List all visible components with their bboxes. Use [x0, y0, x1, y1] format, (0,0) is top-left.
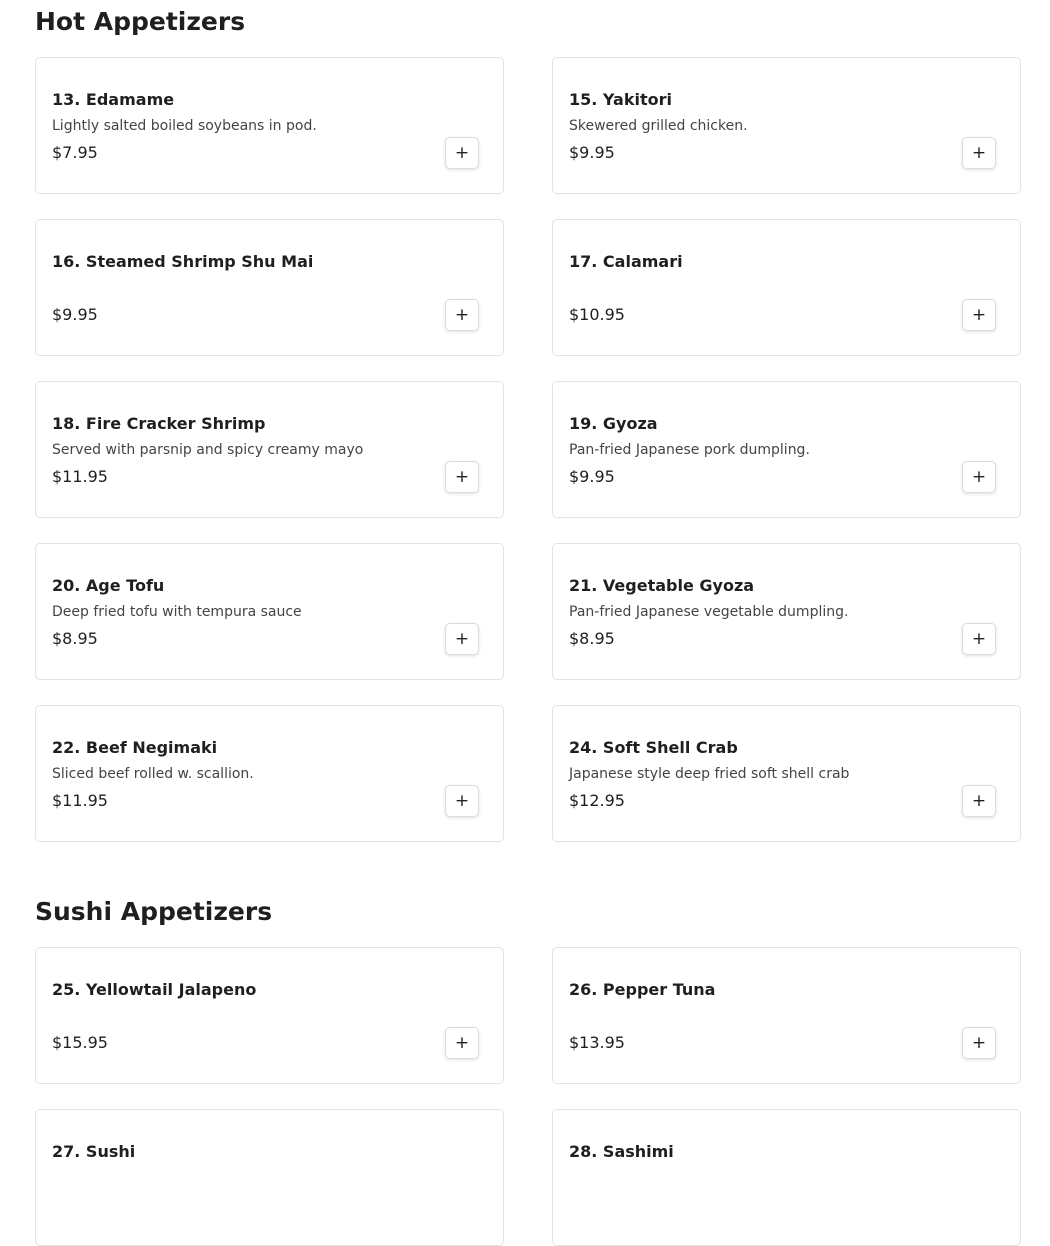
item-description: Deep fried tofu with tempura sauce: [52, 604, 302, 620]
plus-icon: +: [971, 628, 987, 649]
menu-item-card[interactable]: [35, 705, 504, 842]
menu-item-card[interactable]: [552, 947, 1021, 1084]
menu-item-card[interactable]: [552, 705, 1021, 842]
plus-icon: +: [454, 1032, 470, 1053]
item-name: 28. Sashimi: [569, 1142, 674, 1161]
item-price: $9.95: [569, 467, 615, 486]
item-price: $9.95: [52, 305, 98, 324]
menu-item-card[interactable]: [35, 219, 504, 356]
item-price: $9.95: [569, 143, 615, 162]
item-name: 15. Yakitori: [569, 90, 672, 109]
add-to-cart-button[interactable]: [445, 623, 479, 655]
item-name: 19. Gyoza: [569, 414, 658, 433]
item-price: $7.95: [52, 143, 98, 162]
add-to-cart-button[interactable]: [962, 137, 996, 169]
item-name: 18. Fire Cracker Shrimp: [52, 414, 266, 433]
plus-icon: +: [454, 304, 470, 325]
add-to-cart-button[interactable]: [962, 299, 996, 331]
item-name: 13. Edamame: [52, 90, 175, 109]
item-price: $13.95: [569, 1033, 625, 1052]
menu-item-card[interactable]: [35, 1109, 504, 1246]
item-name: 17. Calamari: [569, 252, 683, 271]
add-to-cart-button[interactable]: [445, 461, 479, 493]
add-to-cart-button[interactable]: [962, 623, 996, 655]
item-price: $8.95: [52, 629, 98, 648]
add-to-cart-button[interactable]: [962, 1027, 996, 1059]
plus-icon: +: [454, 790, 470, 811]
menu-item-card[interactable]: [552, 57, 1021, 194]
item-name: 22. Beef Negimaki: [52, 738, 218, 757]
item-name: 25. Yellowtail Jalapeno: [52, 980, 257, 999]
item-name: 26. Pepper Tuna: [569, 980, 716, 999]
menu-item-card[interactable]: [35, 57, 504, 194]
add-to-cart-button[interactable]: [962, 785, 996, 817]
item-description: Pan-fried Japanese pork dumpling.: [569, 442, 810, 458]
add-to-cart-button[interactable]: [445, 1027, 479, 1059]
plus-icon: +: [971, 142, 987, 163]
item-name: 16. Steamed Shrimp Shu Mai: [52, 252, 314, 271]
plus-icon: +: [454, 466, 470, 487]
menu-item-card[interactable]: [552, 381, 1021, 518]
plus-icon: +: [971, 466, 987, 487]
item-price: $12.95: [569, 791, 625, 810]
plus-icon: +: [454, 628, 470, 649]
item-description: Japanese style deep fried soft shell crab: [569, 766, 850, 782]
sushi-appetizers-grid: [35, 947, 1021, 1246]
item-description: Lightly salted boiled soybeans in pod.: [52, 118, 317, 134]
item-description: Served with parsnip and spicy creamy mayo: [52, 442, 364, 458]
item-price: $15.95: [52, 1033, 108, 1052]
add-to-cart-button[interactable]: [445, 785, 479, 817]
menu-item-card[interactable]: [552, 1109, 1021, 1246]
add-to-cart-button[interactable]: [962, 461, 996, 493]
section-title-sushi-appetizers: Sushi Appetizers: [35, 897, 273, 926]
plus-icon: +: [454, 142, 470, 163]
menu-item-card[interactable]: [552, 543, 1021, 680]
menu-item-card[interactable]: [35, 543, 504, 680]
item-price: $10.95: [569, 305, 625, 324]
hot-appetizers-grid: [35, 57, 1021, 842]
menu-item-card[interactable]: [552, 219, 1021, 356]
item-name: 21. Vegetable Gyoza: [569, 576, 755, 595]
add-to-cart-button[interactable]: [445, 299, 479, 331]
item-name: 24. Soft Shell Crab: [569, 738, 738, 757]
plus-icon: +: [971, 790, 987, 811]
item-description: Sliced beef rolled w. scallion.: [52, 766, 254, 782]
item-name: 27. Sushi: [52, 1142, 136, 1161]
plus-icon: +: [971, 1032, 987, 1053]
menu-item-card[interactable]: [35, 947, 504, 1084]
item-description: Skewered grilled chicken.: [569, 118, 748, 134]
item-price: $11.95: [52, 791, 108, 810]
item-price: $8.95: [569, 629, 615, 648]
plus-icon: +: [971, 304, 987, 325]
item-price: $11.95: [52, 467, 108, 486]
item-description: Pan-fried Japanese vegetable dumpling.: [569, 604, 849, 620]
add-to-cart-button[interactable]: [445, 137, 479, 169]
item-name: 20. Age Tofu: [52, 576, 165, 595]
menu-item-card[interactable]: [35, 381, 504, 518]
section-title-hot-appetizers: Hot Appetizers: [35, 7, 246, 36]
